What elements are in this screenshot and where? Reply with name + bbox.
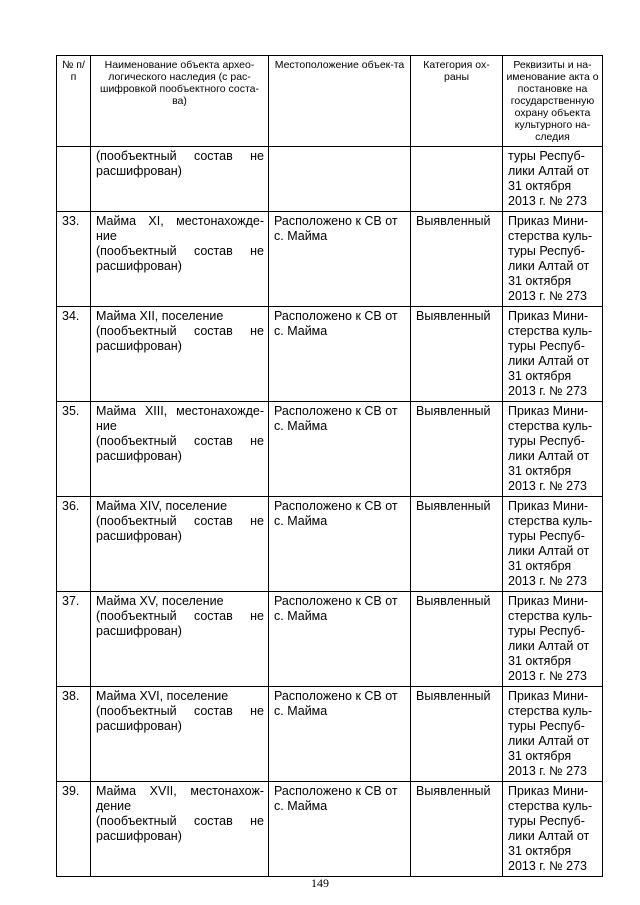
cell-line: Майма XV, поселение bbox=[96, 594, 224, 608]
cell-num: 39. bbox=[57, 782, 91, 877]
cell-line: туры Респуб- bbox=[508, 244, 585, 258]
cell-num: 38. bbox=[57, 687, 91, 782]
cell-line: Приказ Мини- bbox=[508, 594, 589, 608]
cell-line: стерства куль- bbox=[508, 514, 593, 528]
cell-line: Приказ Мини- bbox=[508, 689, 589, 703]
cell-line: Майма XIII, местонахожде- bbox=[96, 404, 264, 418]
cell-act bbox=[503, 147, 603, 212]
cell-location: Расположено к СВ от с. Майма bbox=[269, 497, 411, 592]
cell-line: стерства куль- bbox=[508, 799, 593, 813]
cell-line: 31 октября bbox=[508, 179, 572, 193]
cell-location: Расположено к СВ от с. Майма bbox=[269, 402, 411, 497]
cell-line: 2013 г. № 273 bbox=[508, 574, 587, 588]
header-category: Категория ох-раны bbox=[411, 56, 503, 147]
cell-line: лики Алтай от bbox=[508, 734, 590, 748]
cell-line: лики Алтай от bbox=[508, 259, 590, 273]
header-num: № п/п bbox=[57, 56, 91, 147]
cell-line: лики Алтай от bbox=[508, 639, 590, 653]
table-row bbox=[57, 782, 603, 877]
cell-line: расшифрован) bbox=[96, 339, 182, 353]
cell-location: Расположено к СВ от с. Майма bbox=[269, 782, 411, 877]
cell-line: стерства куль- bbox=[508, 229, 593, 243]
cell-line: лики Алтай от bbox=[508, 544, 590, 558]
cell-line: Майма XI, местонахожде- bbox=[96, 214, 264, 228]
cell-line: туры Респуб- bbox=[508, 434, 585, 448]
cell-line: ние bbox=[96, 419, 117, 433]
cell-line: (пообъектный состав не bbox=[96, 244, 264, 258]
cell-name bbox=[91, 592, 269, 687]
cell-num bbox=[57, 147, 91, 212]
cell-line: 31 октября bbox=[508, 844, 572, 858]
cell-name bbox=[91, 687, 269, 782]
cell-location: Расположено к СВ от с. Майма bbox=[269, 687, 411, 782]
cell-line: (пообъектный состав не bbox=[96, 324, 264, 338]
cell-line: 2013 г. № 273 bbox=[508, 194, 587, 208]
heritage-register-table bbox=[56, 55, 603, 877]
cell-location: Расположено к СВ от с. Майма bbox=[269, 212, 411, 307]
cell-location: Расположено к СВ от с. Майма bbox=[269, 592, 411, 687]
cell-line: расшифрован) bbox=[96, 164, 182, 178]
cell-line: Приказ Мини- bbox=[508, 784, 589, 798]
cell-act bbox=[503, 212, 603, 307]
cell-line: туры Респуб- bbox=[508, 624, 585, 638]
cell-act bbox=[503, 402, 603, 497]
cell-name bbox=[91, 497, 269, 592]
cell-line: 2013 г. № 273 bbox=[508, 289, 587, 303]
cell-line: 31 октября bbox=[508, 749, 572, 763]
cell-line: расшифрован) bbox=[96, 259, 182, 273]
cell-line: Приказ Мини- bbox=[508, 309, 589, 323]
cell-category bbox=[411, 147, 503, 212]
cell-num: 33. bbox=[57, 212, 91, 307]
table-row bbox=[57, 592, 603, 687]
cell-category: Выявленный bbox=[411, 782, 503, 877]
cell-line: (пообъектный состав не bbox=[96, 704, 264, 718]
cell-line: Майма XVI, поселение bbox=[96, 689, 229, 703]
cell-line: расшифрован) bbox=[96, 719, 182, 733]
cell-line: 2013 г. № 273 bbox=[508, 764, 587, 778]
cell-name bbox=[91, 782, 269, 877]
cell-name bbox=[91, 147, 269, 212]
cell-line: 31 октября bbox=[508, 369, 572, 383]
cell-num: 37. bbox=[57, 592, 91, 687]
table-row bbox=[57, 212, 603, 307]
cell-line: стерства куль- bbox=[508, 419, 593, 433]
cell-category: Выявленный bbox=[411, 402, 503, 497]
cell-line: (пообъектный состав не bbox=[96, 434, 264, 448]
header-name: Наименование объекта архео-логического наследия (с рас-шифровкой пообъектного соста-ва) bbox=[91, 56, 269, 147]
cell-line: стерства куль- bbox=[508, 704, 593, 718]
cell-line: Приказ Мини- bbox=[508, 214, 589, 228]
table-header-row bbox=[57, 56, 603, 147]
cell-act bbox=[503, 497, 603, 592]
cell-category: Выявленный bbox=[411, 212, 503, 307]
cell-line: Майма XVII, местонахож- bbox=[96, 784, 264, 798]
cell-line: ние bbox=[96, 229, 117, 243]
cell-line: стерства куль- bbox=[508, 609, 593, 623]
header-location: Местоположение объек-та bbox=[269, 56, 411, 147]
cell-line: 2013 г. № 273 bbox=[508, 669, 587, 683]
cell-num: 35. bbox=[57, 402, 91, 497]
table-row bbox=[57, 307, 603, 402]
cell-act bbox=[503, 592, 603, 687]
cell-line: расшифрован) bbox=[96, 829, 182, 843]
cell-num: 36. bbox=[57, 497, 91, 592]
cell-line: Майма XIV, поселение bbox=[96, 499, 228, 513]
cell-line: лики Алтай от bbox=[508, 354, 590, 368]
cell-line: туры Респуб- bbox=[508, 719, 585, 733]
cell-line: (пообъектный состав не bbox=[96, 814, 264, 828]
cell-line: лики Алтай от bbox=[508, 449, 590, 463]
cell-line: лики Алтай от bbox=[508, 829, 590, 843]
cell-category: Выявленный bbox=[411, 592, 503, 687]
cell-line: (пообъектный состав не bbox=[96, 514, 264, 528]
cell-act bbox=[503, 782, 603, 877]
cell-line: расшифрован) bbox=[96, 529, 182, 543]
cell-act bbox=[503, 307, 603, 402]
table-row bbox=[57, 497, 603, 592]
cell-line: стерства куль- bbox=[508, 324, 593, 338]
cell-line: туры Респуб- bbox=[508, 149, 585, 163]
cell-line: 2013 г. № 273 bbox=[508, 384, 587, 398]
cell-line: туры Респуб- bbox=[508, 814, 585, 828]
header-act: Реквизиты и на-именование акта о постановке на государственную охрану объекта культурного на-следия bbox=[503, 56, 603, 147]
cell-line: дение bbox=[96, 799, 132, 813]
cell-num: 34. bbox=[57, 307, 91, 402]
cell-line: (пообъектный состав не bbox=[96, 149, 264, 163]
page-number: 149 bbox=[311, 876, 329, 890]
cell-line: расшифрован) bbox=[96, 449, 182, 463]
cell-line: 31 октября bbox=[508, 559, 572, 573]
cell-category: Выявленный bbox=[411, 687, 503, 782]
cell-line: Майма XII, поселение bbox=[96, 309, 224, 323]
cell-line: Приказ Мини- bbox=[508, 404, 589, 418]
cell-category: Выявленный bbox=[411, 497, 503, 592]
cell-line: туры Респуб- bbox=[508, 339, 585, 353]
cell-line: 31 октября bbox=[508, 654, 572, 668]
cell-name bbox=[91, 402, 269, 497]
cell-line: туры Респуб- bbox=[508, 529, 585, 543]
cell-line: 31 октября bbox=[508, 464, 572, 478]
cell-category: Выявленный bbox=[411, 307, 503, 402]
cell-location bbox=[269, 147, 411, 212]
cell-name bbox=[91, 307, 269, 402]
table-row bbox=[57, 402, 603, 497]
cell-line: 2013 г. № 273 bbox=[508, 859, 587, 873]
cell-act bbox=[503, 687, 603, 782]
cell-line: 2013 г. № 273 bbox=[508, 479, 587, 493]
cell-location: Расположено к СВ от с. Майма bbox=[269, 307, 411, 402]
table-row-continuation bbox=[57, 147, 603, 212]
cell-line: расшифрован) bbox=[96, 624, 182, 638]
cell-line: лики Алтай от bbox=[508, 164, 590, 178]
cell-line: (пообъектный состав не bbox=[96, 609, 264, 623]
cell-line: Приказ Мини- bbox=[508, 499, 589, 513]
cell-name bbox=[91, 212, 269, 307]
table-row bbox=[57, 687, 603, 782]
cell-line: 31 октября bbox=[508, 274, 572, 288]
